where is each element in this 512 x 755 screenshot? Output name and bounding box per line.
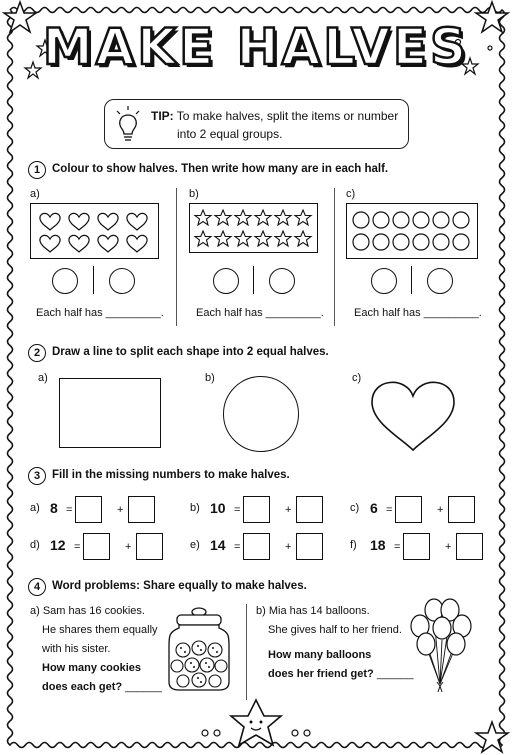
question-4-number: 4 bbox=[28, 578, 46, 596]
q3-item-letter: d) bbox=[30, 539, 40, 551]
q3-answer-box[interactable] bbox=[136, 533, 163, 560]
q3-equals-sign: = bbox=[66, 504, 73, 516]
answer-circle[interactable] bbox=[427, 268, 453, 294]
hearts-icon bbox=[31, 204, 158, 258]
word-problem-a bbox=[30, 602, 162, 697]
half-divider bbox=[93, 266, 94, 294]
q3-item-letter: a) bbox=[30, 502, 40, 514]
q3-answer-box[interactable] bbox=[395, 496, 422, 523]
divider bbox=[246, 604, 247, 700]
tip-text-line1: To make halves, split the items or number bbox=[176, 109, 399, 123]
q3-equals-sign: = bbox=[74, 541, 81, 553]
circle-shape[interactable] bbox=[223, 376, 299, 452]
stars-box[interactable] bbox=[189, 203, 318, 253]
cookie-jar-icon bbox=[165, 606, 233, 692]
wp-a-answer-blank[interactable]: ______ bbox=[125, 681, 162, 693]
question-1-number: 1 bbox=[28, 161, 46, 179]
rectangle-shape[interactable] bbox=[59, 378, 161, 448]
question-4-instruction: Word problems: Share equally to make halves. bbox=[52, 580, 307, 592]
q3-item-letter: c) bbox=[350, 502, 360, 514]
word-problem-b bbox=[256, 602, 414, 684]
lightbulb-icon bbox=[113, 105, 143, 143]
q3-answer-box[interactable] bbox=[403, 533, 430, 560]
stars-icon bbox=[190, 204, 317, 252]
tip-label: TIP: bbox=[151, 109, 174, 123]
q3-item-number: 8 bbox=[50, 500, 58, 516]
q3-item-number: 10 bbox=[210, 500, 226, 516]
q3-equals-sign: = bbox=[386, 504, 393, 516]
q3-item-letter: b) bbox=[190, 502, 200, 514]
q3-item-letter: f) bbox=[350, 539, 357, 551]
q3-plus-sign: + bbox=[445, 541, 452, 553]
q3-equals-sign: = bbox=[234, 541, 241, 553]
q1-part-c-label: c) bbox=[346, 188, 356, 200]
tip-text-line2: into 2 equal groups. bbox=[177, 127, 283, 141]
q3-plus-sign: + bbox=[285, 541, 292, 553]
q3-answer-box[interactable] bbox=[75, 496, 102, 523]
q1-c-answer-label[interactable]: Each half has _________. bbox=[354, 307, 482, 319]
question-2-instruction: Draw a line to split each shape into 2 equal halves. bbox=[52, 346, 329, 358]
wp-a-letter: a) bbox=[30, 605, 40, 617]
q3-answer-box[interactable] bbox=[448, 496, 475, 523]
half-divider bbox=[411, 266, 412, 294]
wp-a-line3: with his sister. bbox=[42, 643, 111, 655]
question-3-number: 3 bbox=[28, 467, 46, 485]
q3-answer-box[interactable] bbox=[243, 533, 270, 560]
q3-plus-sign: + bbox=[437, 504, 444, 516]
q1-part-b-label: b) bbox=[189, 188, 199, 200]
q3-item-letter: e) bbox=[190, 539, 200, 551]
q3-answer-box[interactable] bbox=[243, 496, 270, 523]
q3-plus-sign: + bbox=[285, 504, 292, 516]
hearts-box[interactable] bbox=[30, 203, 159, 259]
circles-icon bbox=[347, 204, 477, 258]
answer-circle[interactable] bbox=[269, 268, 295, 294]
q3-item-number: 18 bbox=[370, 537, 386, 553]
wp-b-question2: does her friend get? bbox=[268, 668, 374, 680]
half-divider bbox=[253, 266, 254, 294]
q3-equals-sign: = bbox=[394, 541, 401, 553]
tip-box bbox=[104, 99, 409, 149]
wp-b-question1: How many balloons bbox=[268, 649, 372, 661]
balloons-icon bbox=[404, 598, 476, 694]
q2-part-a-label: a) bbox=[38, 372, 48, 384]
q3-plus-sign: + bbox=[117, 504, 124, 516]
answer-circle[interactable] bbox=[52, 268, 78, 294]
q3-answer-box[interactable] bbox=[296, 496, 323, 523]
wp-a-question2: does each get? bbox=[42, 681, 123, 693]
wp-b-answer-blank[interactable]: ______ bbox=[376, 668, 414, 680]
q1-part-a-label: a) bbox=[30, 188, 40, 200]
wp-a-question1: How many cookies bbox=[42, 662, 142, 674]
q3-answer-box[interactable] bbox=[456, 533, 483, 560]
q2-part-c-label: c) bbox=[352, 372, 362, 384]
question-2-number: 2 bbox=[28, 344, 46, 362]
q3-plus-sign: + bbox=[125, 541, 132, 553]
answer-circle[interactable] bbox=[371, 268, 397, 294]
q3-answer-box[interactable] bbox=[128, 496, 155, 523]
question-3-instruction: Fill in the missing numbers to make halves. bbox=[52, 469, 290, 481]
q3-item-number: 12 bbox=[50, 537, 66, 553]
wp-b-letter: b) bbox=[256, 605, 266, 617]
question-1-instruction: Colour to show halves. Then write how many are in each half. bbox=[52, 163, 389, 175]
wp-a-line1: Sam has 16 cookies. bbox=[42, 605, 145, 617]
divider bbox=[334, 188, 335, 326]
q3-item-number: 14 bbox=[210, 537, 226, 553]
q3-answer-box[interactable] bbox=[83, 533, 110, 560]
answer-circle[interactable] bbox=[109, 268, 135, 294]
page-title: MAKE HALVES bbox=[42, 18, 470, 76]
heart-shape[interactable] bbox=[368, 374, 458, 454]
q3-item-number: 6 bbox=[370, 500, 378, 516]
q2-part-b-label: b) bbox=[205, 372, 215, 384]
q1-a-answer-label[interactable]: Each half has _________. bbox=[36, 307, 164, 319]
wp-b-line2: She gives half to her friend. bbox=[268, 624, 402, 636]
q3-equals-sign: = bbox=[234, 504, 241, 516]
divider bbox=[176, 188, 177, 326]
q1-b-answer-label[interactable]: Each half has _________. bbox=[196, 307, 324, 319]
wp-b-line1: Mia has 14 balloons. bbox=[268, 605, 370, 617]
q3-answer-box[interactable] bbox=[296, 533, 323, 560]
answer-circle[interactable] bbox=[213, 268, 239, 294]
circles-box[interactable] bbox=[346, 203, 478, 259]
wp-a-line2: He shares them equally bbox=[42, 624, 158, 636]
smiling-star-icon bbox=[231, 700, 281, 745]
